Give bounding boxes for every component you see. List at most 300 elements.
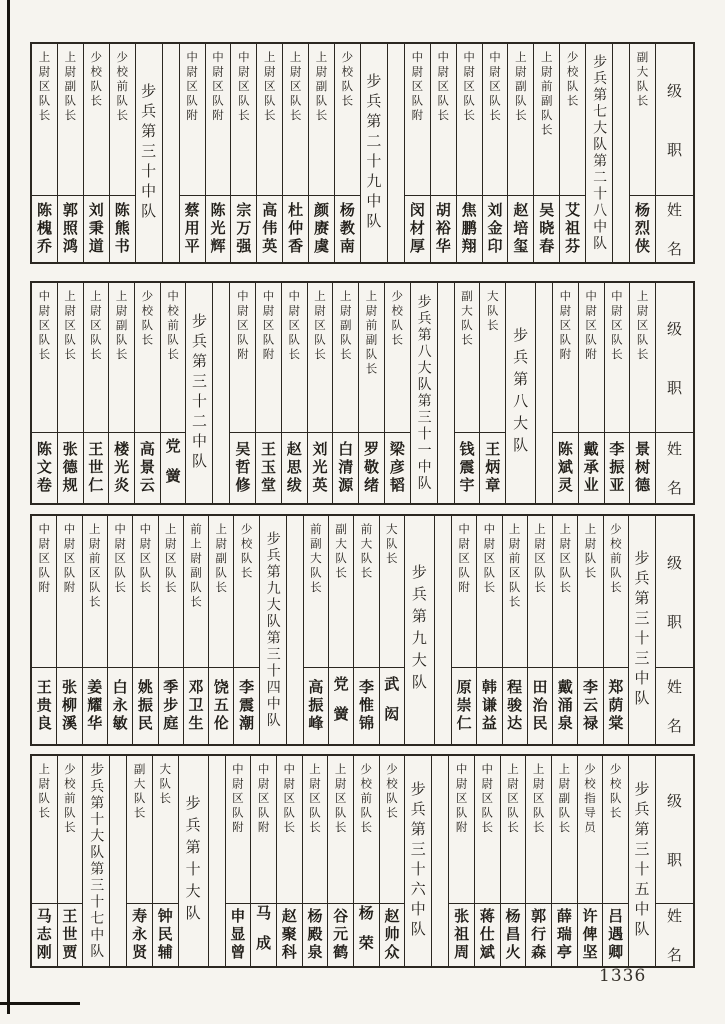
rank-cell — [605, 283, 630, 432]
person-column — [231, 44, 257, 262]
person-name: 邓卫生 — [186, 679, 205, 733]
rank-text: 中尉区队附 — [185, 51, 200, 124]
rank-cell — [431, 44, 456, 195]
person-name: 陈熊书 — [112, 202, 131, 256]
scan-edge-bottom — [0, 1002, 80, 1005]
person-column — [503, 516, 528, 744]
person-name: 焦鹏翔 — [459, 202, 478, 256]
name-cell — [161, 432, 186, 503]
rank-text: 前大队长 — [359, 523, 374, 581]
name-cell — [206, 195, 231, 262]
rank-text: 副大队长 — [132, 763, 147, 821]
rank-text: 上尉前副队长 — [539, 51, 554, 138]
person-column — [180, 44, 206, 262]
name-cell — [304, 667, 328, 744]
person-column — [303, 756, 329, 966]
rank-text: 中尉区队附 — [261, 290, 276, 363]
rank-cell — [452, 516, 476, 667]
rank-cell — [457, 44, 482, 195]
rank-text: 中尉区队附 — [410, 51, 425, 124]
person-column — [58, 283, 84, 503]
rank-text: 上尉区队长 — [307, 763, 322, 836]
person-column — [483, 44, 509, 262]
rank-text: 上尉队长 — [583, 523, 598, 581]
person-name: 许俾坚 — [580, 908, 599, 962]
person-column — [304, 516, 329, 744]
person-column — [159, 516, 184, 744]
rank-text: 中尉区队长 — [138, 523, 153, 596]
person-column — [32, 756, 58, 966]
person-name: 张柳溪 — [60, 679, 78, 733]
rank-cell — [335, 44, 360, 195]
rank-cell — [234, 516, 258, 667]
person-name: 吕遇卿 — [606, 908, 625, 962]
person-column — [354, 756, 380, 966]
rank-header-cell — [656, 44, 693, 195]
person-name: 刘秉道 — [86, 202, 105, 256]
rank-cell — [455, 283, 480, 432]
rank-text: 上尉区队长 — [63, 290, 78, 363]
unit-title-column — [136, 44, 163, 262]
person-name: 楼光炎 — [112, 441, 131, 495]
person-name: 陈光辉 — [208, 202, 227, 256]
unit-title-column — [629, 756, 656, 966]
person-name: 杨昌火 — [503, 908, 522, 962]
rank-cell — [603, 756, 628, 903]
name-cell — [630, 195, 655, 262]
name-header-cell — [656, 195, 693, 262]
rank-cell — [359, 283, 384, 432]
name-cell — [455, 432, 480, 503]
rank-header-cell — [656, 283, 693, 432]
person-column — [333, 283, 359, 503]
person-column — [209, 516, 234, 744]
unit-title: 步兵第九大队 — [409, 564, 428, 696]
name-cell — [603, 903, 628, 966]
person-column — [32, 283, 58, 503]
spacer-column — [287, 516, 304, 744]
rank-header-char: 职 — [666, 850, 682, 869]
person-name: 蒋仕斌 — [477, 908, 496, 962]
rank-cell — [526, 756, 551, 903]
unit-title-column — [411, 283, 438, 503]
person-name: 姚振民 — [135, 679, 154, 733]
person-column — [308, 283, 334, 503]
person-column — [251, 756, 277, 966]
person-name: 李惟锦 — [356, 679, 375, 733]
unit-title-column — [179, 756, 209, 966]
rank-cell — [304, 516, 328, 667]
rank-cell — [329, 516, 353, 667]
unit-title: 步兵第三十五中队 — [632, 781, 651, 941]
person-column — [309, 44, 335, 262]
name-cell — [83, 667, 107, 744]
spacer-column — [435, 516, 452, 744]
rank-text: 上尉副队长 — [557, 763, 572, 836]
person-name: 王炳章 — [483, 441, 502, 495]
name-header-char: 姓 — [666, 907, 682, 925]
person-name: 宗万强 — [234, 202, 253, 256]
rank-cell — [578, 516, 602, 667]
rank-cell — [282, 283, 307, 432]
name-cell — [308, 432, 333, 503]
rank-text: 中尉区队附 — [457, 523, 472, 596]
rank-cell — [83, 516, 107, 667]
name-cell — [84, 195, 109, 262]
person-name: 钱震宇 — [457, 441, 476, 495]
rank-text: 少校前队长 — [115, 51, 130, 124]
name-cell — [534, 195, 559, 262]
rank-cell — [32, 516, 56, 667]
rank-text: 中尉区队长 — [236, 51, 251, 124]
person-column — [385, 283, 411, 503]
name-cell — [605, 432, 630, 503]
person-name: 高伟英 — [260, 202, 279, 256]
rank-cell — [604, 516, 628, 667]
name-cell — [483, 195, 508, 262]
person-name: 申显曾 — [228, 908, 247, 962]
rank-text: 少校队长 — [140, 290, 155, 348]
name-header-char: 姓 — [666, 201, 682, 219]
person-name: 王贵良 — [34, 679, 53, 733]
name-cell — [528, 667, 552, 744]
rank-header-char: 级 — [666, 81, 682, 100]
person-name: 胡裕华 — [433, 202, 452, 256]
rank-text: 上尉区队长 — [333, 763, 348, 836]
person-name: 党黉 — [163, 438, 182, 498]
person-column — [452, 516, 477, 744]
name-cell — [277, 903, 302, 966]
rank-text: 上尉区队长 — [163, 523, 178, 596]
rank-cell — [226, 756, 251, 903]
rank-cell — [528, 516, 552, 667]
person-column — [578, 756, 604, 966]
name-cell — [282, 432, 307, 503]
spacer-column — [438, 283, 455, 503]
rank-text: 中尉区队长 — [482, 523, 497, 596]
name-cell — [110, 195, 135, 262]
person-name: 白永敏 — [110, 679, 129, 733]
person-column — [560, 44, 586, 262]
spacer-column — [536, 283, 553, 503]
person-column — [552, 756, 578, 966]
person-column — [109, 283, 135, 503]
name-cell — [256, 432, 281, 503]
person-name: 杜仲香 — [286, 202, 305, 256]
rank-cell — [277, 756, 302, 903]
person-column — [380, 516, 405, 744]
name-cell — [226, 903, 251, 966]
rank-cell — [58, 44, 83, 195]
person-name: 赵思绂 — [284, 441, 303, 495]
person-column — [234, 516, 259, 744]
unit-title: 步兵第三十六中队 — [408, 781, 427, 941]
spacer-column — [388, 44, 405, 262]
person-column — [84, 283, 110, 503]
unit-title-column — [186, 283, 213, 503]
person-column — [110, 44, 136, 262]
name-cell — [184, 667, 208, 744]
name-cell — [32, 432, 57, 503]
rank-cell — [161, 283, 186, 432]
person-name: 田治民 — [530, 679, 549, 733]
unit-title: 步兵第八大队第三十一中队 — [415, 294, 432, 492]
name-cell — [230, 432, 255, 503]
rank-text: 前上尉副队长 — [188, 523, 203, 610]
rank-text: 上尉区队长 — [635, 290, 650, 363]
rank-text: 少校队长 — [565, 51, 580, 109]
header-column — [656, 516, 693, 744]
rank-text: 上尉副队长 — [513, 51, 528, 124]
spacer-column — [213, 283, 230, 503]
unit-title-column — [83, 756, 110, 966]
rank-text: 少校队长 — [608, 763, 623, 821]
name-cell — [58, 903, 83, 966]
rank-cell — [184, 516, 208, 667]
name-cell — [335, 195, 360, 262]
name-cell — [449, 903, 474, 966]
rank-header-char: 职 — [666, 140, 682, 159]
rank-text: 大队长 — [384, 523, 399, 567]
unit-title: 步兵第九大队第三十四中队 — [264, 531, 281, 729]
name-cell — [380, 903, 405, 966]
rank-cell — [630, 44, 655, 195]
rank-cell — [257, 44, 282, 195]
roster-table-3 — [30, 514, 695, 746]
roster-table-4 — [30, 754, 695, 968]
name-cell — [431, 195, 456, 262]
rank-text: 中尉区队长 — [462, 51, 477, 124]
person-column — [526, 756, 552, 966]
rank-cell — [283, 44, 308, 195]
person-name: 李振亚 — [607, 441, 626, 495]
rank-cell — [578, 756, 603, 903]
rank-cell — [108, 516, 132, 667]
name-cell — [553, 432, 578, 503]
rank-cell — [58, 756, 83, 903]
unit-title: 步兵第八大队 — [511, 327, 530, 459]
name-cell — [153, 903, 178, 966]
rank-cell — [256, 283, 281, 432]
rank-text: 上尉副队长 — [63, 51, 78, 124]
rank-text: 上尉前区队长 — [507, 523, 522, 610]
rank-text: 中尉区队附 — [256, 763, 271, 836]
rank-cell — [560, 44, 585, 195]
rank-cell — [630, 283, 655, 432]
rank-text: 上尉副队长 — [214, 523, 229, 596]
name-cell — [251, 903, 276, 966]
name-cell — [32, 903, 57, 966]
name-cell — [380, 667, 404, 744]
person-name: 党黉 — [331, 676, 350, 736]
name-cell — [309, 195, 334, 262]
rank-cell — [84, 44, 109, 195]
person-name: 杨殿泉 — [305, 908, 324, 962]
person-column — [32, 516, 57, 744]
name-cell — [578, 667, 602, 744]
person-column — [553, 283, 579, 503]
person-column — [329, 516, 354, 744]
rank-text: 上尉区队长 — [558, 523, 573, 596]
unit-title: 步兵第三十三中队 — [632, 550, 651, 710]
person-column — [359, 283, 385, 503]
rank-cell — [32, 44, 57, 195]
rank-cell — [501, 756, 526, 903]
rank-cell — [84, 283, 109, 432]
rank-text: 中尉区队长 — [287, 290, 302, 363]
name-cell — [480, 432, 505, 503]
rank-text: 中尉区队附 — [584, 290, 599, 363]
person-column — [475, 756, 501, 966]
person-column — [277, 756, 303, 966]
name-cell — [385, 432, 410, 503]
rank-text: 少校队长 — [239, 523, 254, 581]
person-column — [603, 756, 629, 966]
rank-cell — [58, 283, 83, 432]
rank-text: 前副大队长 — [308, 523, 323, 596]
name-cell — [579, 432, 604, 503]
spacer-column — [163, 44, 180, 262]
rank-cell — [127, 756, 152, 903]
rank-text: 中尉区队长 — [37, 290, 52, 363]
person-name: 郑荫棠 — [606, 679, 625, 733]
rank-text: 中尉区队附 — [210, 51, 225, 124]
person-name: 蔡用平 — [182, 202, 201, 256]
name-cell — [283, 195, 308, 262]
unit-title-column — [629, 516, 656, 744]
spacer-column — [110, 756, 127, 966]
rank-cell — [483, 44, 508, 195]
person-name: 薛瑞亭 — [554, 908, 573, 962]
rank-cell — [303, 756, 328, 903]
rank-text: 中尉区队长 — [436, 51, 451, 124]
rank-cell — [209, 516, 233, 667]
person-column — [431, 44, 457, 262]
person-name: 李震潮 — [237, 679, 256, 733]
rank-cell — [449, 756, 474, 903]
name-cell — [359, 432, 384, 503]
rank-cell — [354, 516, 378, 667]
person-name: 程骏达 — [505, 679, 524, 733]
name-cell — [452, 667, 476, 744]
rank-text: 少校队长 — [384, 763, 399, 821]
rank-cell — [385, 283, 410, 432]
rank-cell — [308, 283, 333, 432]
name-cell — [32, 667, 56, 744]
person-name: 闵材厚 — [407, 202, 426, 256]
rank-cell — [553, 283, 578, 432]
rank-text: 上尉副队长 — [114, 290, 129, 363]
rank-text: 上尉区队长 — [262, 51, 277, 124]
rank-text: 上尉区队长 — [531, 763, 546, 836]
name-cell — [457, 195, 482, 262]
rank-text: 少校前队长 — [608, 523, 623, 596]
rank-cell — [380, 756, 405, 903]
person-column — [630, 283, 656, 503]
person-column — [328, 756, 354, 966]
rank-header-char: 级 — [666, 553, 682, 572]
name-cell — [552, 903, 577, 966]
person-name: 颜赓虞 — [312, 202, 331, 256]
name-cell — [133, 667, 157, 744]
person-column — [605, 283, 631, 503]
person-column — [57, 516, 82, 744]
person-name: 饶五伦 — [211, 679, 230, 733]
unit-title: 步兵第三十二中队 — [189, 313, 208, 473]
name-cell — [501, 903, 526, 966]
name-cell — [508, 195, 533, 262]
name-cell — [553, 667, 577, 744]
unit-title: 步兵第十大队第三十七中队 — [88, 762, 105, 960]
rank-cell — [480, 283, 505, 432]
rank-text: 副大队长 — [635, 51, 650, 109]
name-cell — [58, 432, 83, 503]
person-name: 王玉堂 — [259, 441, 278, 495]
rank-cell — [153, 756, 178, 903]
person-name: 武闳 — [382, 676, 401, 736]
unit-title-column — [361, 44, 388, 262]
rank-cell — [328, 756, 353, 903]
name-cell — [57, 667, 81, 744]
spacer-column — [432, 756, 449, 966]
name-cell — [234, 667, 258, 744]
rank-header-char: 级 — [666, 791, 682, 810]
unit-title: 步兵第二十九中队 — [364, 73, 383, 233]
rank-text: 上尉前区队长 — [87, 523, 102, 610]
person-column — [161, 283, 187, 503]
name-cell — [477, 667, 501, 744]
name-cell — [328, 903, 353, 966]
rank-cell — [579, 283, 604, 432]
name-cell — [604, 667, 628, 744]
name-header-char: 名 — [666, 479, 682, 497]
person-column — [282, 283, 308, 503]
person-name: 戴涌泉 — [555, 679, 574, 733]
name-cell — [578, 903, 603, 966]
rank-text: 上尉区队长 — [88, 290, 103, 363]
name-cell — [108, 667, 132, 744]
person-name: 杨荣 — [356, 905, 375, 965]
name-cell — [560, 195, 585, 262]
person-column — [449, 756, 475, 966]
person-column — [578, 516, 603, 744]
rank-text: 大队长 — [158, 763, 173, 807]
spacer-column — [209, 756, 226, 966]
person-name: 原崇仁 — [454, 679, 473, 733]
scan-edge-left — [7, 0, 10, 1014]
person-name: 寿永贤 — [130, 908, 149, 962]
rank-cell — [475, 756, 500, 903]
person-column — [230, 283, 256, 503]
person-column — [553, 516, 578, 744]
name-cell — [503, 667, 527, 744]
person-name: 季步庭 — [161, 679, 180, 733]
rank-cell — [553, 516, 577, 667]
spacer-column — [613, 44, 630, 262]
rank-text: 上尉区队长 — [313, 290, 328, 363]
person-column — [380, 756, 406, 966]
rank-text: 少校队长 — [340, 51, 355, 109]
rank-cell — [230, 283, 255, 432]
person-name: 吴晓春 — [537, 202, 556, 256]
rank-cell — [534, 44, 559, 195]
rank-text: 中尉区队长 — [480, 763, 495, 836]
rank-cell — [110, 44, 135, 195]
person-name: 王世贾 — [60, 908, 79, 962]
page-number: 1336 — [599, 966, 647, 986]
person-name: 马成 — [254, 905, 273, 965]
person-column — [335, 44, 361, 262]
